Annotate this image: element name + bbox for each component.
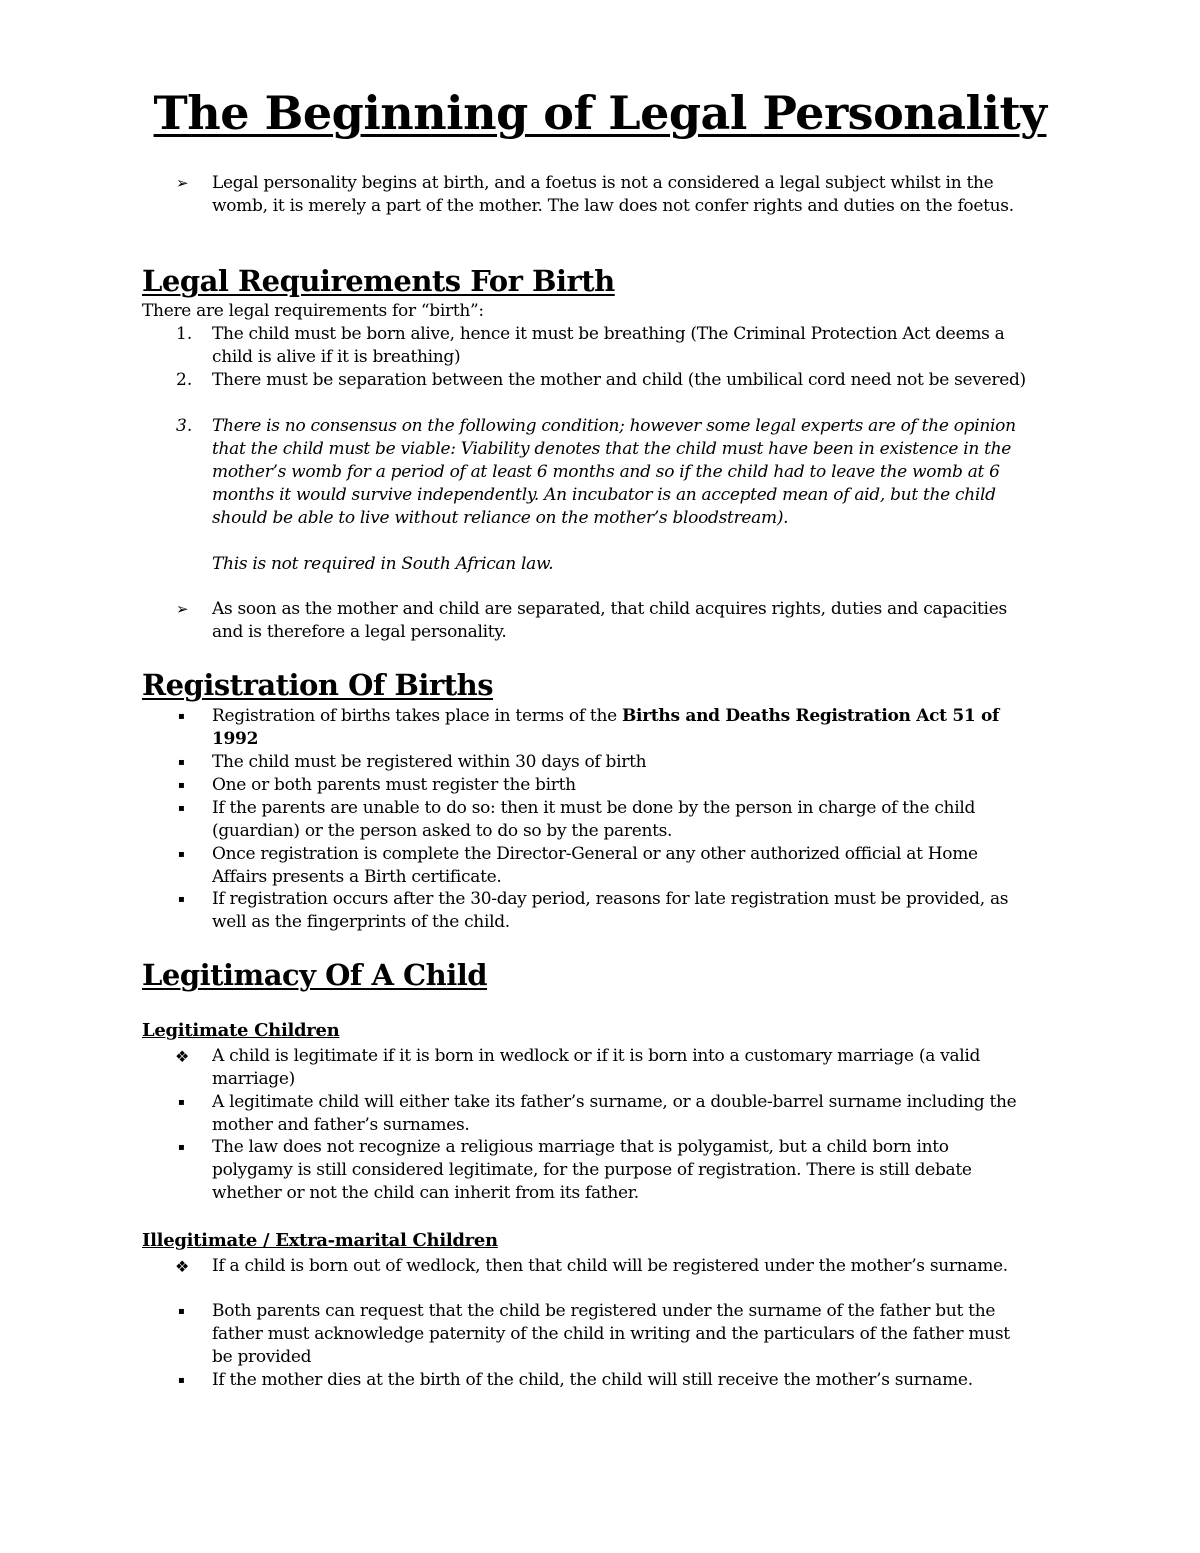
registration-text: Once registration is complete the Director-General or any other authorized official at Home Affairs presents a Birth certificate. [212,844,978,887]
square-bullet-icon: ▪ [178,894,185,905]
square-bullet-icon: ▪ [178,757,185,768]
list-number: 2. [176,370,193,390]
square-bullet-icon: ▪ [178,803,185,814]
square-bullet-icon: ▪ [178,711,185,722]
registration-text [212,705,1032,751]
page-title: The Beginning of Legal Personality [153,86,1047,140]
legitimate-text: A child is legitimate if it is born in wedlock or if it is born into a customary marriage (a valid marriage) [212,1046,981,1089]
intro-text: Legal personality begins at birth, and a foetus is not a considered a legal subject whilst in the womb, it is merely a part of the mother. The law does not confer rights and duties on the foetus. [212,173,1014,216]
requirement-text: There must be separation between the mother and child (the umbilical cord need not be severed) [212,370,1026,390]
subheading-illegitimate: Illegitimate / Extra-marital Children [142,1230,498,1251]
heading-registration: Registration Of Births [142,668,494,702]
heading-legitimacy: Legitimacy Of A Child [142,958,488,992]
requirement-note-text: This is not required in South African law. [212,554,554,574]
registration-text: The child must be registered within 30 days of birth [212,752,647,772]
illegitimate-text: If a child is born out of wedlock, then that child will be registered under the mother’s surname. [212,1256,1008,1276]
arrow-bullet-icon: ➢ [176,174,189,192]
requirements-lead: There are legal requirements for “birth”: [142,301,484,321]
requirement-text: The child must be born alive, hence it must be breathing (The Criminal Protection Act deems a child is alive if it is breathing) [212,324,1005,367]
square-bullet-icon: ▪ [178,780,185,791]
list-number: 3. [176,416,193,436]
registration-text: If the parents are unable to do so: then it must be done by the person in charge of the child (guardian) or the person asked to do so by the parents. [212,798,976,841]
square-bullet-icon: ▪ [178,849,185,860]
registration-text: One or both parents must register the birth [212,775,576,795]
square-bullet-icon: ▪ [178,1375,185,1386]
illegitimate-text: Both parents can request that the child be registered under the surname of the father but the father must acknowledge paternity of the child in writing and the particulars of the father must be provided [212,1301,1010,1367]
square-bullet-icon: ▪ [178,1306,185,1317]
legitimate-text: A legitimate child will either take its father’s surname, or a double-barrel surname including the mother and father’s surnames. [212,1092,1017,1135]
square-bullet-icon: ▪ [178,1142,185,1153]
legitimate-text: The law does not recognize a religious marriage that is polygamist, but a child born into polygamy is still considered legitimate, for the purpose of registration. There is still debate whether or not the child can inherit from its father. [212,1137,972,1203]
list-number: 1. [176,324,193,344]
registration-text-plain: Registration of births takes place in terms of the [212,706,622,726]
square-bullet-icon: ▪ [178,1097,185,1108]
arrow-bullet-icon: ➢ [176,600,189,618]
subheading-legitimate: Legitimate Children [142,1020,340,1041]
separation-text: As soon as the mother and child are separated, that child acquires rights, duties and capacities and is therefore a legal personality. [212,599,1007,642]
heading-legal-requirements: Legal Requirements For Birth [142,264,615,298]
diamond-bullet-icon: ❖ [175,1257,190,1276]
illegitimate-text: If the mother dies at the birth of the child, the child will still receive the mother’s surname. [212,1370,973,1390]
act-name: Births and Deaths Registration Act 51 of 1992 [212,706,1000,749]
diamond-bullet-icon: ❖ [175,1047,190,1066]
requirement-text: There is no consensus on the following condition; however some legal experts are of the opinion that the child must be viable: Viability denotes that the child must have been in existence in the mother’s womb for a period of at least 6 months and so if the child had to leave the womb at 6 months it would survive independently. An incubator is an accepted mean of aid, but the child should be able to live without reliance on the mother’s bloodstream). [212,416,1016,528]
registration-text: If registration occurs after the 30-day period, reasons for late registration must be provided, as well as the fingerprints of the child. [212,889,1009,932]
